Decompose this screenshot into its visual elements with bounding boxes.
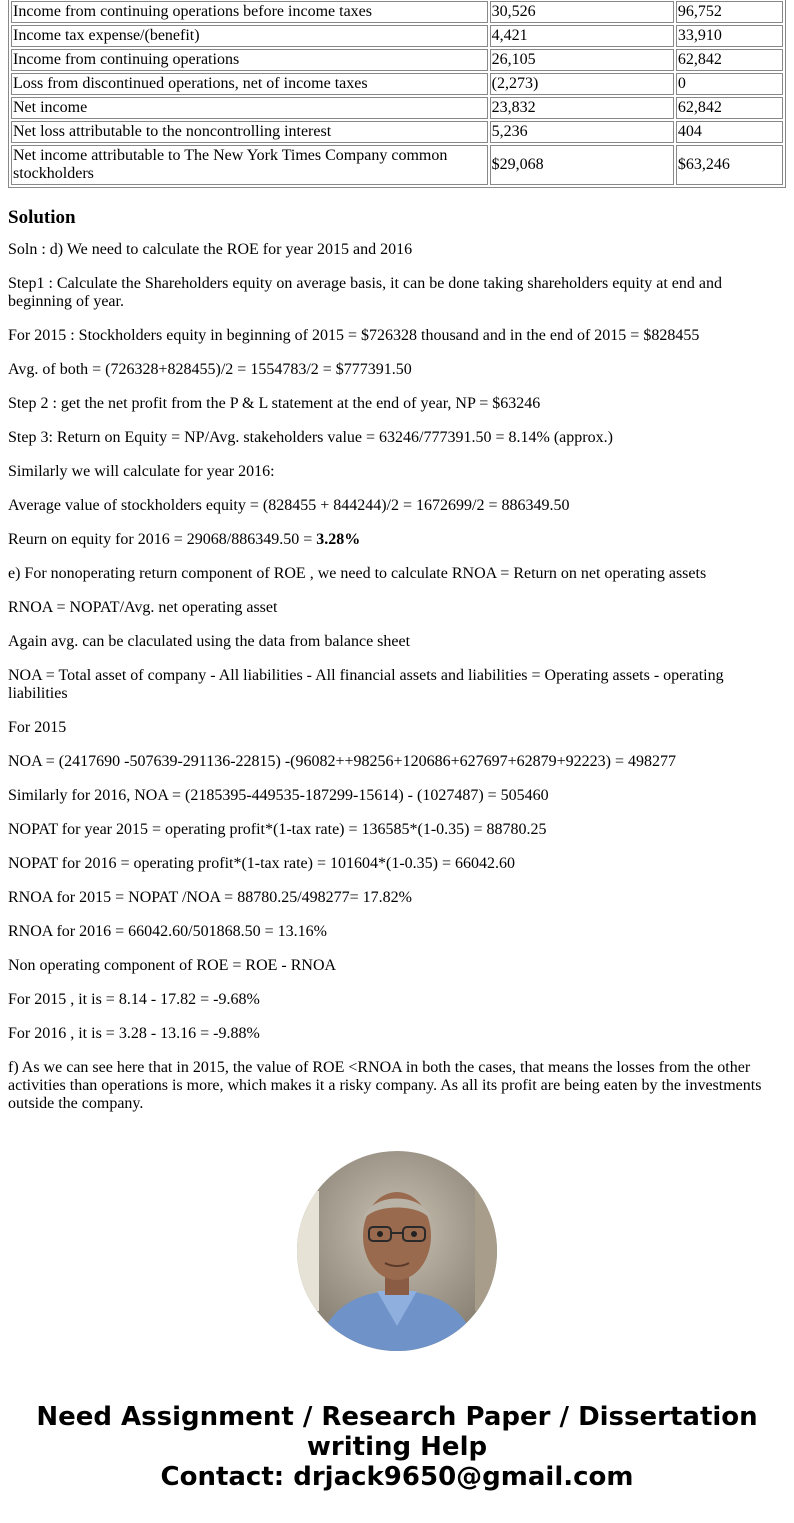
solution-line: RNOA for 2016 = 66042.60/501868.50 = 13.16%: [8, 923, 327, 940]
income-statement-table: [8, 0, 786, 188]
row-value-2016: 26,105: [490, 49, 674, 71]
row-value-2016: (2,273): [490, 73, 674, 95]
row-label: Net income: [11, 97, 488, 119]
roe-2016-text: Reurn on equity for 2016 = 29068/886349.50 =: [8, 531, 317, 548]
row-value-2016: 30,526: [490, 1, 674, 23]
row-value-2015: 62,842: [676, 97, 783, 119]
solution-steps: [8, 241, 786, 515]
row-label: Income from continuing operations before income taxes: [11, 1, 488, 23]
solution-line: e) For nonoperating return component of ROE , we need to calculate RNOA = Return on net operating assets: [8, 565, 707, 582]
promo-line-2: writing Help: [306, 1432, 488, 1462]
roe-2016-line: [8, 531, 786, 549]
solution-line: For 2016 , it is = 3.28 - 13.16 = -9.88%: [8, 1025, 260, 1042]
table-row: [11, 121, 783, 143]
solution-line: Non operating component of ROE = ROE - RNOA: [8, 957, 337, 974]
row-label: Net loss attributable to the noncontrolling interest: [11, 121, 488, 143]
solution-line: NOA = (2417690 -507639-291136-22815) -(96082++98256+120686+627697+62879+92223) = 498277: [8, 753, 676, 770]
row-value-2015: 33,910: [676, 25, 783, 47]
solution-line: For 2015 , it is = 8.14 - 17.82 = -9.68%: [8, 991, 260, 1008]
row-value-2015: 96,752: [676, 1, 783, 23]
row-value-2016: 23,832: [490, 97, 674, 119]
promo-line-1: Need Assignment / Research Paper / Dissertation: [36, 1402, 758, 1432]
solution-line: Step 2 : get the net profit from the P & L statement at the end of year, NP = $63246: [8, 395, 541, 412]
table-row: [11, 1, 783, 23]
promo-contact: Contact: drjack9650@gmail.com: [160, 1462, 634, 1492]
income-table-body: [11, 1, 783, 185]
solution-line: For 2015: [8, 719, 67, 736]
solution-line: NOPAT for year 2015 = operating profit*(1-tax rate) = 136585*(1-0.35) = 88780.25: [8, 821, 547, 838]
row-value-2015: 404: [676, 121, 783, 143]
table-row: [11, 25, 783, 47]
solution-steps-continued: [8, 565, 786, 1113]
solution-line: Similarly we will calculate for year 2016:: [8, 463, 275, 480]
row-label: Income from continuing operations: [11, 49, 488, 71]
solution-line: For 2015 : Stockholders equity in beginning of 2015 = $726328 thousand and in the end of 2015 = $828455: [8, 327, 700, 344]
promo-banner: [0, 1402, 794, 1492]
solution-line: f) As we can see here that in 2015, the value of ROE <RNOA in both the cases, that means the losses from the other activities than operations is more, which makes it a risky company. As all its profit are being eaten by the investments outside the company.: [8, 1059, 762, 1112]
solution-line: NOA = Total asset of company - All liabilities - All financial assets and liabilities = Operating assets - operating liabilities: [8, 667, 724, 702]
row-value-2015: 62,842: [676, 49, 783, 71]
row-label: Income tax expense/(benefit): [11, 25, 488, 47]
author-photo-icon: [297, 1151, 497, 1351]
author-avatar: [297, 1151, 497, 1351]
row-label: Net income attributable to The New York Times Company common stockholders: [11, 145, 488, 185]
solution-heading: Solution: [8, 207, 76, 228]
table-row: [11, 97, 783, 119]
solution-line: Similarly for 2016, NOA = (2185395-449535-187299-15614) - (1027487) = 505460: [8, 787, 549, 804]
solution-line: RNOA for 2015 = NOPAT /NOA = 88780.25/498277= 17.82%: [8, 889, 412, 906]
solution-line: Soln : d) We need to calculate the ROE for year 2015 and 2016: [8, 241, 413, 258]
row-value-2016: $29,068: [490, 145, 674, 185]
solution-line: Average value of stockholders equity = (828455 + 844244)/2 = 1672699/2 = 886349.50: [8, 497, 570, 514]
row-value-2016: 4,421: [490, 25, 674, 47]
roe-2016-value: 3.28%: [316, 531, 361, 548]
solution-line: Avg. of both = (726328+828455)/2 = 1554783/2 = $777391.50: [8, 361, 412, 378]
row-value-2015: $63,246: [676, 145, 783, 185]
table-row: [11, 49, 783, 71]
solution-line: RNOA = NOPAT/Avg. net operating asset: [8, 599, 278, 616]
solution-line: NOPAT for 2016 = operating profit*(1-tax rate) = 101604*(1-0.35) = 66042.60: [8, 855, 515, 872]
solution-line: Again avg. can be claculated using the data from balance sheet: [8, 633, 411, 650]
row-value-2016: 5,236: [490, 121, 674, 143]
row-value-2015: 0: [676, 73, 783, 95]
solution-line: Step1 : Calculate the Shareholders equity on average basis, it can be done taking shareholders equity at end and beginning of year.: [8, 275, 722, 310]
table-row: [11, 145, 783, 185]
table-row: [11, 73, 783, 95]
row-label: Loss from discontinued operations, net of income taxes: [11, 73, 488, 95]
solution-line: Step 3: Return on Equity = NP/Avg. stakeholders value = 63246/777391.50 = 8.14% (approx.): [8, 429, 613, 446]
